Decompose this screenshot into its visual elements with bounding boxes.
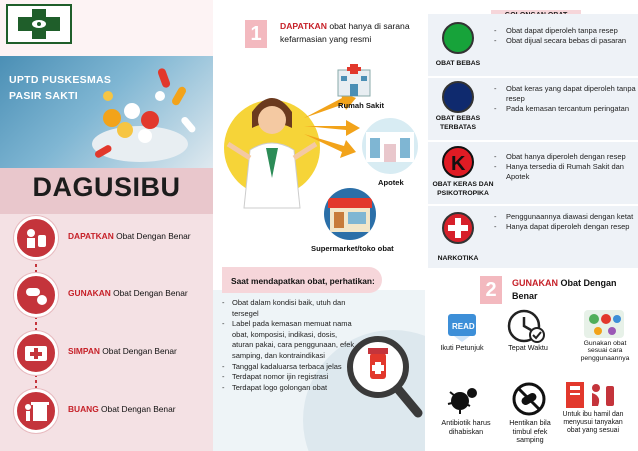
step-number-badge: 1 [245,20,267,48]
gunakan-heading [512,277,622,303]
step-keyword: SIMPAN [68,346,100,356]
class-point: - Obat dapat diperoleh tanpa resep [492,26,638,36]
step-label [68,346,177,356]
class-point: - Penggunaannya diawasi dengan ketat [492,212,638,222]
notice-title: Saat mendapatkan obat, perhatikan: [231,276,375,286]
heading-keyword: GUNAKAN [512,278,558,288]
step-label [68,231,191,241]
class-card-keras [428,142,638,204]
pharmacy-image [362,118,418,174]
usage-label: Gunakan obat sesuai cara penggunaannya [580,340,630,362]
step-rest: Obat Dengan Benar [110,288,188,298]
usage-label: Hentikan bila timbul efek samping [509,418,551,445]
requirement-item: - Terdapat logo golongan obat [220,383,360,394]
green-circle-icon [442,22,474,54]
requirement-item: - Obat dalam kondisi baik, utuh dan tersegel [220,298,360,319]
hospital-icon [334,62,374,103]
requirement-item: - Tanggal kadaluarsa terbaca jelas [220,362,360,373]
requirement-item: - Terdapat nomor ijin registrasi [220,372,360,383]
medicine-bottles-icon [584,310,624,343]
health-ministry-logo [6,4,72,44]
class-card-bebas [428,14,638,76]
no-capsule-icon [512,382,546,421]
step-keyword: GUNAKAN [68,288,111,298]
read-badge-text: READ [452,322,475,331]
trash-bin-icon [14,389,58,433]
svg-text:K: K [451,153,466,175]
step1-heading [280,20,420,46]
first-aid-kit-icon [14,331,58,375]
step-rest: Obat Dengan Benar [113,231,191,241]
requirements-list [220,298,360,393]
class-point: - Pada kemasan tercantum peringatan [492,104,638,114]
magnifier-icon [344,333,424,426]
page-title: DAGUSIBU [32,172,181,202]
k-circle-icon [442,146,474,178]
usage-label: Ikuti Petunjuk [440,343,484,352]
heading-rest: obat hanya di sarana kefarmasian yang resmi [280,21,410,44]
usage-label: Untuk ibu hamil dan menyusui tanyakan obat yang sesuai [562,411,624,434]
acquire-medicine-icon [14,216,58,260]
step-rest: Obat Dengan Benar [98,404,176,414]
navy-circle-icon [442,81,474,113]
step-gunakan[interactable] [14,273,210,317]
store-label: Supermarket/toko obat [311,244,394,253]
step-rest: Obat Dengan Benar [99,346,177,356]
class-points [492,84,638,113]
class-point: - Obat dijual secara bebas di pasaran [492,36,638,46]
heading-keyword: DAPATKAN [280,21,327,31]
pills-image [0,56,213,168]
step-keyword: BUANG [68,404,99,414]
bacteria-icon [446,384,480,421]
class-points [492,212,638,232]
step-label [68,404,176,414]
red-cross-circle-icon [442,212,474,244]
hospital-label: Rumah Sakit [338,101,384,110]
step-simpan[interactable] [14,331,210,375]
store-image [324,188,376,240]
class-point: - Obat hanya diperoleh dengan resep [492,152,638,162]
step-number-badge: 2 [480,276,502,304]
class-card-narkotika [428,206,638,268]
heading-rest: Obat Dengan Benar [512,278,617,301]
class-name: OBAT BEBAS TERBATAS [435,115,481,131]
step-dapatkan[interactable] [14,216,210,260]
class-name: OBAT BEBAS [435,60,481,67]
use-medicine-icon [14,273,58,317]
class-point: - Hanya dapat diperoleh dengan resep [492,222,638,232]
pregnant-consult-icon [566,380,616,415]
usage-label: Tepat Waktu [508,343,548,352]
org-name-line-1: UPTD PUSKESMAS [9,74,112,86]
class-name: NARKOTIKA [437,255,479,262]
org-name-line-2: PASIR SAKTI [9,90,79,102]
class-point: - Obat keras yang dapat diperoleh tanpa resep [492,84,638,104]
class-points [492,152,638,181]
pharmacy-label: Apotek [378,178,404,187]
requirement-item: - Label pada kemasan memuat nama obat, komposisi, indikasi, dosis, aturan pakai, cara penggunaan, efek samping, dan kontraindikasi [220,319,360,361]
class-points [492,26,638,46]
class-point: - Hanya tersedia di Rumah Sakit dan Apotek [492,162,638,182]
class-name: OBAT KERAS DAN PSIKOTROPIKA [432,181,494,197]
pills-banner [0,56,213,168]
step-keyword: DAPATKAN [68,231,114,241]
step-buang[interactable] [14,389,210,433]
step-label [68,288,188,298]
class-card-bebas-terbatas [428,78,638,140]
usage-label: Antibiotik harus dihabiskan [441,418,491,436]
